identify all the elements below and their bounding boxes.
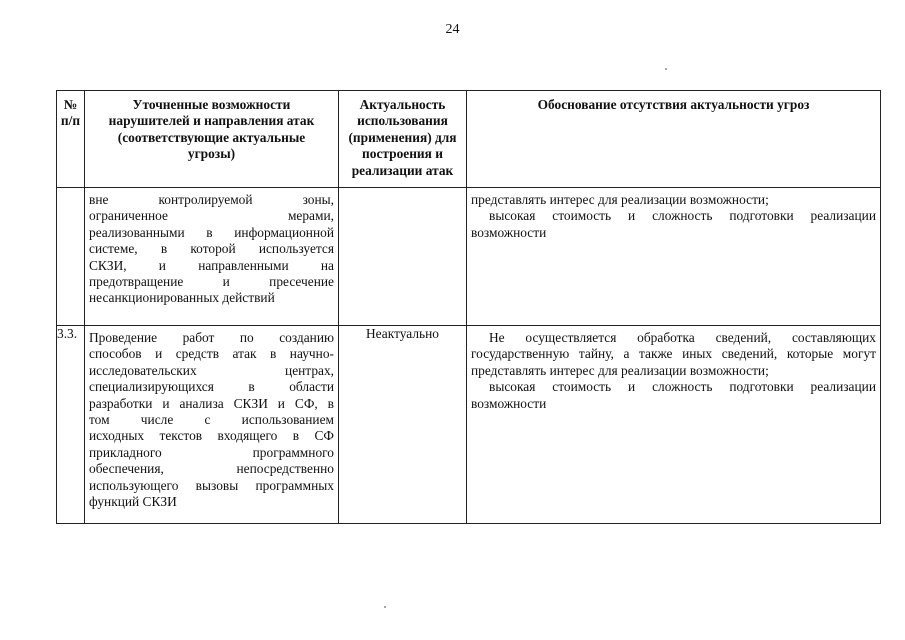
text-line: высокая стоимость и сложность подготовки реализации [489,379,876,395]
text-line: использующего вызовы программных [89,477,334,493]
text-line: представлять интерес для реализации возможности; [471,192,769,207]
header-line: Актуальность [359,97,446,112]
header-line: построения и [362,146,443,162]
text-line: возможности [471,224,547,240]
text-line: исследовательских центрах, [89,362,334,378]
text-line: предотвращение и пресечение [89,274,334,290]
row-capability [85,326,339,524]
row-capability [85,188,339,326]
text-line: Проведение работ по созданию [89,330,334,345]
row-relevance: Неактуально [339,326,467,524]
text-line: ограниченное мерами, [89,208,334,224]
text-line: прикладного программного [89,444,334,460]
text-line: СКЗИ, и направленными на [89,257,334,273]
header-line: Обоснование отсутствия актуальности угроз [537,97,810,112]
row-justification [467,188,881,326]
row-justification [467,326,881,524]
text-line: государственную тайну, а также иных сведений, которые могут [471,346,876,362]
table-row [57,188,881,326]
text-line: высокая стоимость и сложность подготовки реализации [489,208,876,224]
text-line: реализованными в информационной [89,224,334,240]
header-justification [467,91,881,188]
table-header-row [57,91,881,188]
header-line: реализации атак [351,162,454,178]
text-line: разработки и анализа СКЗИ и СФ, в [89,395,334,411]
text-line: вне контролируемой зоны, [89,192,334,207]
header-line: Уточненные возможности [132,97,291,112]
row-number: 3.3. [57,326,85,524]
page-number: 24 [445,22,460,37]
header-number [57,91,85,188]
text-line: Не осуществляется обработка сведений, составляющих [489,330,876,345]
text-line: обеспечения, непосредственно [89,461,334,477]
text-line: исходных текстов входящего в СФ [89,428,334,444]
threats-table [56,90,881,524]
text-line: том числе с использованием [89,412,334,428]
text-line: возможности [471,395,547,411]
header-line: (соответствующие актуальные [117,129,306,145]
row-relevance [339,188,467,326]
scan-speck [665,68,667,70]
header-number-line: п/п [60,113,81,129]
text-line: системе, в которой используется [89,241,334,257]
text-line: специализирующихся в области [89,379,334,395]
text-line: представлять интерес для реализации возможности; [471,362,769,378]
header-capabilities [85,91,339,188]
header-line: угрозы) [187,146,236,162]
row-number [57,188,85,326]
header-relevance [339,91,467,188]
header-line: нарушителей и направления атак [108,113,315,129]
header-line: (применения) для [348,129,457,145]
scan-speck [384,606,386,608]
table-row [57,326,881,524]
text-line: несанкционированных действий [89,290,275,306]
header-line: использования [357,113,448,129]
text-line: способов и средств атак в научно- [89,346,334,362]
header-number-line: № [63,97,78,112]
text-line: функций СКЗИ [89,494,177,510]
